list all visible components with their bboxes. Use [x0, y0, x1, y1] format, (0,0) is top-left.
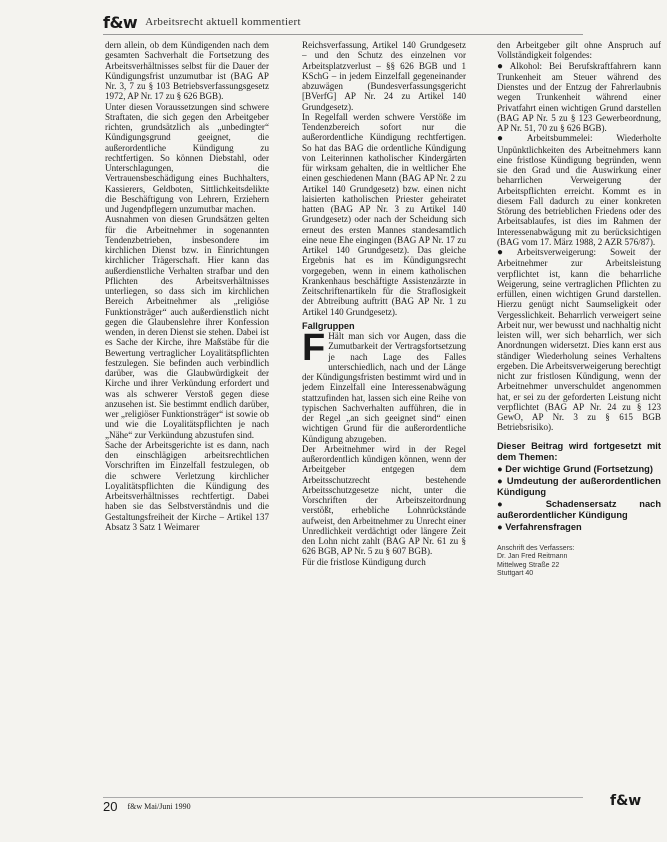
text-column-2 — [302, 40, 466, 795]
page-header — [103, 10, 583, 35]
paragraph: Ausnahmen von diesen Grundsätzen gelten für die Arbeitnehmer in sogenannten Tendenzbetrieben, insbesondere im kirchlichen Dienst bzw. in Einrichtungen kirchlicher Trägerschaft. Hier kann das außerdienstliche Verhalten strafbar und den Pflichten des Arbeitsverhältnisses unterliegen, so dass sich im kirchlichen Bereich Arbeitnehmer als „religiöse Funktionsträger“ auch außerdienstlich nicht gegen die Glaubenslehre ihrer Konfession wenden, in deren Dienst sie stehen. Dabei ist es Sache der Kirche, ihre Maßstäbe für die Bewertung vertraglicher Loyalitätspflichten festzulegen. Sie befinden auch verbindlich darüber, was die Glaubwürdigkeit der Kirche und ihrer Verkündung erfordert und was als schwerer Verstoß gegen diese anzusehen ist. Sie bestimmt endlich darüber, wer „religiöser Funktionsträger“ ist sowie ob und wie die Loyalitätspflichten je nach „Nähe“ zur Verkündung abzustufen sind. — [105, 214, 269, 440]
bullet-item — [497, 247, 661, 433]
bullet-item — [497, 133, 661, 247]
bullet-icon: ● — [497, 463, 506, 474]
author-label: Anschrift des Verfassers: — [497, 544, 575, 552]
bullet-icon: ● — [497, 475, 507, 486]
paragraph: Der Arbeitnehmer wird in der Regel außerordentlich kündigen können, wenn der Arbeitgeber entgegen dem Arbeitsschutzrecht bestehende Arbeitsschutzgesetze nicht, unter die Vorschriften der Arbeitszeitordnung verstößt, erhebliche Lohnrückstände aufweist, den Arbeitnehmer zu Unrecht einer Unredlichkeit verdächtigt oder längere Zeit den Lohn nicht zahlt (BAG AP Nr. 61 zu § 626 BGB, AP Nr. 5 zu § 607 BGB). — [302, 443, 466, 557]
continuation-item — [497, 476, 661, 498]
continuation-item — [497, 464, 661, 475]
bullet-icon: ● — [497, 60, 508, 72]
bullet-text: Arbeitsverweigerung: Soweit der Arbeitnehmer zur Arbeitsleistung verpflichtet ist, kann die beharrliche Weigerung, seine vertraglichen Pflichten zu erfüllen, einen wichtigen Grund darstellen. Hierzu genügt nicht Saumseligkeit oder Vergesslichkeit. Beharrlich verweigert seine Arbeit nur, wer bewusst und nachhaltig nicht leisten will, wer sich beharrlich, wer sich Anordnungen widersetzt. Dies kann erst aus ständiger Wiederholung seines Verhaltens ergeben. Die Arbeitsverweigerung berechtigt nicht zur fristlosen Kündigung, wenn der Arbeitnehmer unverschuldet angenommen hat, er sei zu der geforderten Leistung nicht verpflichtet (BAG AP Nr. 24 zu § 123 GewO, AP Nr. 3 zu § 615 BGB Betriebsrisiko). — [497, 247, 661, 433]
page-number: 20 — [103, 798, 118, 814]
continuation-title: Dieser Beitrag wird fortgesetzt mit dem Themen: — [497, 440, 661, 462]
paragraph: dern allein, ob dem Kündigenden nach dem gesamten Sachverhalt die Fortsetzung des Arbeitsverhältnisses selbst für die Dauer der Kündigungsfrist unzumutbar ist (BAG AP Nr. 3, 7 zu § 103 Betriebsverfassungsgesetz 1972, AP Nr. 17 zu § 626 BGB). — [105, 40, 269, 102]
paragraph — [302, 327, 466, 444]
text-column-3 — [497, 40, 661, 795]
section-heading: Fallgruppen — [302, 320, 355, 331]
bullet-text: Arbeitsbummelei: Wiederholte Unpünktlichkeiten des Arbeitnehmers kann eine fristlose Kündigung begründen, wenn sie den Grad und die Auswirkung einer beharrlichen Verweigerung der Arbeitspflichten erreicht. Kommt es in diesem Fall dadurch zu einer konkreten Störung des betrieblichen Friedens oder des Arbeitsablaufes, ist dies im Rahmen der Interessenabwägung mit zu berücksichtigen (BAG vom 17. März 1988, 2 AZR 576/87). — [497, 133, 661, 247]
continuation-text: Verfahrensfragen — [505, 521, 582, 532]
bullet-icon: ● — [497, 247, 515, 258]
issue-info: f&w Mai/Juni 1990 — [127, 801, 191, 811]
drop-cap: F — [302, 327, 326, 369]
bullet-text: Alkohol: Bei Berufskraftfahrern kann Trunkenheit am Steuer während des Dienstes und der Entzug der Fahrerlaubnis wegen Trunkenheit während einer Privatfahrt einen wichtigen Grund darstellen (BAG AP Nr. 5 zu § 123 Gewerbeordnung, AP Nr. 51, 70 zu § 626 BGB). — [497, 60, 661, 133]
continuation-text: Umdeutung der außerordentlichen Kündigung — [497, 475, 661, 497]
bullet-icon: ● — [497, 133, 525, 145]
paragraph: Unter diesen Voraussetzungen sind schwere Straftaten, die sich gegen den Arbeitgeber richten, grundsätzlich als „unbedingter“ Kündigungsgrund geeignet, die außerordentliche Kündigung zu rechtfertigen. So können Diebstahl, oder Unterschlagungen, die Vertrauensbeschädigung eines Buchhalters, Kassierers, Geldboten, Sittlichkeitsdelikte die Beschäftigung von Lehrern, Erziehern und Jugendpflegern unzumutbar machen. — [105, 101, 269, 214]
page-footer — [103, 797, 583, 814]
bullet-icon: ● — [497, 498, 546, 509]
section-fallgruppen — [302, 321, 466, 567]
footer-logo: f&w — [610, 793, 642, 809]
continuation-text: Schadensersatz nach außerordentlicher Kündigung — [497, 498, 661, 520]
continuation-item — [497, 499, 661, 521]
continuation-item — [497, 522, 661, 533]
paragraph: den Arbeitgeber gilt ohne Anspruch auf Vollständigkeit folgendes: — [497, 40, 661, 61]
paragraph: Sache der Arbeitsgerichte ist es dann, nach den einschlägigen arbeitsrechtlichen Vorschriften im Einzelfall festzulegen, ob die schwere Verletzung kirchlicher Loyalitätspflichten die Kündigung des Arbeitsverhältnisses rechtfertigt. Dabei haben sie das Selbstverständnis und die Gestaltungsfreiheit der Kirche – Artikel 137 Absatz 3 Satz 1 Weimarer — [105, 439, 269, 532]
bullet-icon: ● — [497, 521, 506, 532]
paragraph-text: Hält man sich vor Augen, dass die Zumutbarkeit der Vertragsfortsetzung je nach Lage des Falles unterschiedlich, nach und der Länge der Kündigungsfristen bestimmt wird und in jedem Einzelfall eine Interessenabwägung stattzufinden hat, lassen sich eine Reihe von typischen Sachverhalten aufführen, die in der Regel „an sich geeignet sind“ einen wichtigen Grund für die außerordentliche Kündigung abzugeben. — [302, 331, 466, 444]
bullet-item — [497, 61, 661, 134]
continuation-text: Der wichtige Grund (Fortsetzung) — [505, 463, 653, 474]
continuation-box — [497, 441, 661, 533]
author-line: Stuttgart 40 — [497, 570, 534, 577]
paragraph: Reichsverfassung, Artikel 140 Grundgesetz – und den Schutz des einzelnen vor Arbeitsplatzverlust – §§ 626 BGB und 1 KSchG – in jedem Einzelfall gegeneinander abzuwägen (Bundesverfassungsgericht [BVerfG] AP Nr. 24 zu Artikel 140 Grundgesetz). — [302, 40, 466, 112]
running-title: Arbeitsrecht aktuell kommentiert — [145, 16, 301, 28]
magazine-logo: f&w — [103, 12, 138, 32]
paragraph: In Regelfall werden schwere Verstöße im Tendenzbereich sofort nur die außerordentliche Kündigung rechtfertigen. So hat das BAG die ordentliche Kündigung von Leiterinnen katholischer Kindergärten für wirksam gehalten, die in weltlicher Ehe einen geschiedenen Mann (BAG AP Nr. 2 zu Artikel 140 Grundgesetz) bzw. einen nicht laisierten katholischen Priester geheiratet hatten (BAG AP Nr. 3 zu Artikel 140 Grundgesetz) oder nach der Scheidung sich erneut des ersten Mannes standesamtlich eine neue Ehe eingingen (BAG AP Nr. 17 zu Artikel 140 Grundgesetz). Das gleiche Ergebnis hat es im Kündigungsrecht vorgegeben, wenn in einem katholischen Krankenhaus beschäftigte Assistenzärzte in Zeitschriftenartikeln für die Straflosigkeit der Abtreibung auftritt (BAG AP Nr. 1 zu Artikel 140 Grundgesetz). — [302, 111, 466, 317]
author-line: Mittelweg Straße 22 — [497, 561, 560, 569]
author-line: Dr. Jan Fred Reitmann — [497, 553, 568, 560]
text-column-1 — [105, 40, 269, 795]
author-address — [497, 545, 661, 579]
paragraph: Für die fristlose Kündigung durch — [302, 556, 426, 567]
